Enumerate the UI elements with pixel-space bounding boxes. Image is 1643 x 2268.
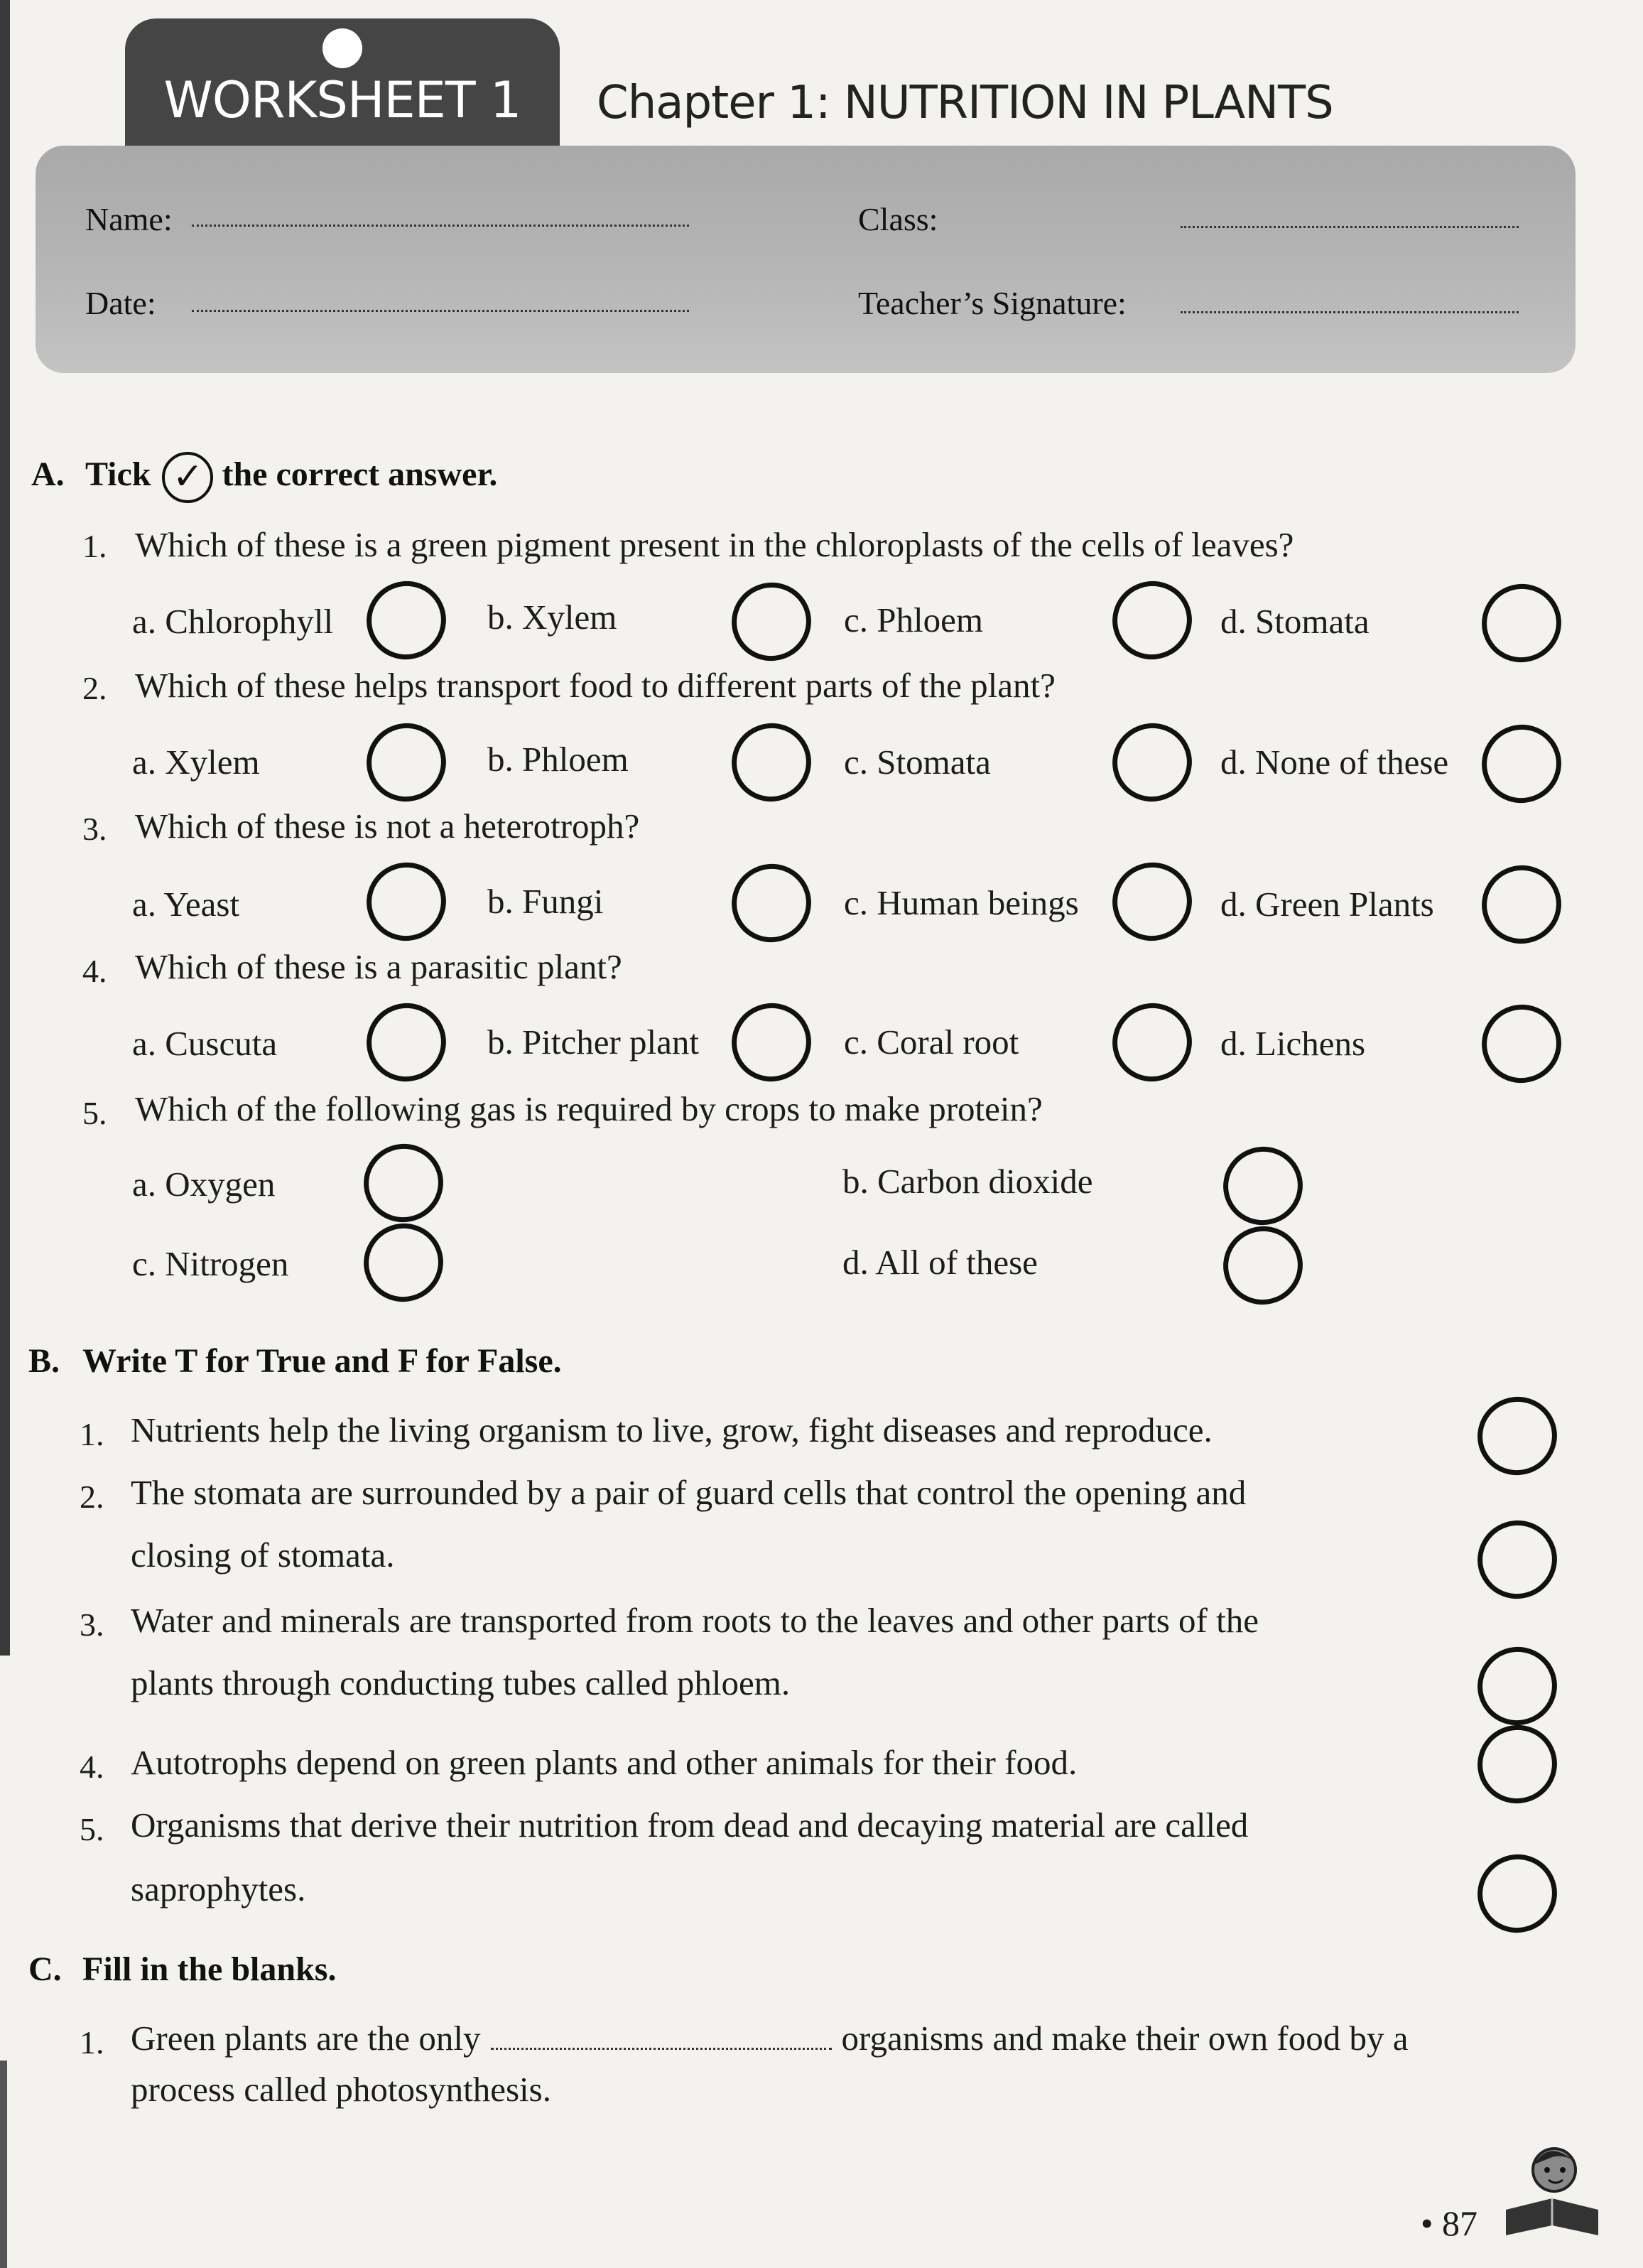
- true-false-circle[interactable]: [1468, 1510, 1568, 1609]
- section-c-heading: C. Fill in the blanks.: [28, 1950, 337, 1988]
- option-label: d. Lichens: [1220, 1024, 1366, 1063]
- option-label: b. Pitcher plant: [487, 1022, 700, 1062]
- statement-text: plants through conducting tubes called phloem.: [131, 1663, 791, 1702]
- option-label: b. Xylem: [487, 598, 617, 637]
- chapter-title: Chapter 1: NUTRITION IN PLANTS: [597, 77, 1333, 129]
- option-label: b. Fungi: [487, 882, 604, 921]
- blank-field[interactable]: [491, 2043, 832, 2050]
- tick-icon: ✓: [162, 452, 213, 503]
- option-label: a. Chlorophyll: [132, 602, 334, 641]
- question-text: Which of these is a parasitic plant?: [135, 947, 622, 986]
- option-label: c. Coral root: [844, 1022, 1019, 1062]
- option-label: d. Stomata: [1220, 602, 1370, 641]
- question-number: 3.: [82, 811, 107, 847]
- option-label: c. Phloem: [844, 600, 983, 639]
- teacher-signature-field[interactable]: [1181, 311, 1519, 313]
- question-text: Which of these is not a heterotroph?: [135, 806, 640, 846]
- answer-circle[interactable]: [357, 993, 457, 1091]
- class-field[interactable]: [1181, 226, 1519, 228]
- option-label: d. None of these: [1220, 742, 1449, 782]
- page-number: • 87: [1421, 2203, 1478, 2243]
- reading-boy-icon: [1499, 2139, 1605, 2238]
- date-label: Date:: [85, 285, 156, 321]
- true-false-circle[interactable]: [1468, 1636, 1568, 1735]
- answer-circle[interactable]: [357, 571, 457, 669]
- question-number: 1.: [82, 528, 107, 564]
- fill-blank-sentence-continued: process called photosynthesis.: [131, 2070, 551, 2109]
- statement-text: Organisms that derive their nutrition from dead and decaying material are called: [131, 1805, 1249, 1845]
- answer-circle[interactable]: [1472, 994, 1572, 1093]
- statement-text: Autotrophs depend on green plants and other animals for their food.: [131, 1743, 1078, 1782]
- binding-edge: [0, 0, 10, 1656]
- statement-text: Water and minerals are transported from roots to the leaves and other parts of the: [131, 1601, 1259, 1640]
- statement-text: The stomata are surrounded by a pair of guard cells that control the opening and: [131, 1473, 1247, 1512]
- answer-circle[interactable]: [722, 993, 822, 1091]
- student-info-box: [36, 146, 1576, 373]
- binding-edge-lower: [0, 2061, 7, 2268]
- statement-number: 4.: [80, 1749, 104, 1785]
- option-label: b. Phloem: [487, 740, 629, 779]
- question-number: 2.: [82, 670, 107, 706]
- answer-circle[interactable]: [722, 572, 822, 671]
- name-field[interactable]: [192, 225, 689, 227]
- answer-circle[interactable]: [1102, 852, 1203, 951]
- option-label: a. Oxygen: [132, 1165, 276, 1204]
- answer-circle[interactable]: [1102, 713, 1203, 811]
- option-label: c. Nitrogen: [132, 1244, 289, 1283]
- answer-circle[interactable]: [1102, 571, 1203, 669]
- statement-number: 2.: [80, 1479, 104, 1515]
- statement-text: saprophytes.: [131, 1869, 306, 1908]
- class-label: Class:: [858, 201, 938, 237]
- true-false-circle[interactable]: [1468, 1714, 1568, 1813]
- option-label: c. Human beings: [844, 883, 1079, 922]
- option-label: a. Cuscuta: [132, 1024, 278, 1063]
- punch-hole: [322, 28, 362, 68]
- section-b-heading: B. Write T for True and F for False.: [28, 1342, 562, 1380]
- statement-text: Nutrients help the living organism to live, grow, fight diseases and reproduce.: [131, 1410, 1213, 1449]
- answer-circle[interactable]: [1102, 993, 1203, 1091]
- option-label: b. Carbon dioxide: [842, 1162, 1093, 1201]
- true-false-circle[interactable]: [1468, 1386, 1568, 1485]
- name-label: Name:: [85, 201, 173, 237]
- blank-number: 1.: [80, 2024, 104, 2061]
- true-false-circle[interactable]: [1468, 1844, 1568, 1943]
- answer-circle[interactable]: [722, 713, 822, 811]
- answer-circle[interactable]: [354, 1133, 454, 1232]
- question-number: 5.: [82, 1095, 107, 1131]
- worksheet-label: WORKSHEET 1: [163, 71, 521, 129]
- option-label: a. Yeast: [132, 885, 240, 924]
- statement-text: closing of stomata.: [131, 1535, 395, 1575]
- answer-circle[interactable]: [357, 852, 457, 951]
- fill-blank-sentence: Green plants are the only organisms and make their own food by a: [131, 2019, 1409, 2058]
- teacher-signature-label: Teacher’s Signature:: [858, 285, 1127, 321]
- answer-circle[interactable]: [1213, 1216, 1313, 1314]
- answer-circle[interactable]: [1213, 1136, 1313, 1235]
- statement-number: 1.: [80, 1416, 104, 1452]
- option-label: d. Green Plants: [1220, 885, 1434, 924]
- option-label: c. Stomata: [844, 742, 991, 782]
- section-a-heading: A. Tick ✓ the correct answer.: [31, 452, 497, 503]
- answer-circle[interactable]: [354, 1213, 454, 1312]
- question-text: Which of these helps transport food to different parts of the plant?: [135, 666, 1056, 705]
- answer-circle[interactable]: [1472, 714, 1572, 813]
- question-text: Which of these is a green pigment present in the chloroplasts of the cells of leaves?: [135, 525, 1294, 564]
- answer-circle[interactable]: [1472, 573, 1572, 672]
- statement-number: 5.: [80, 1811, 104, 1847]
- date-field[interactable]: [192, 310, 689, 312]
- option-label: a. Xylem: [132, 742, 260, 782]
- option-label: d. All of these: [842, 1243, 1038, 1282]
- statement-number: 3.: [80, 1606, 104, 1643]
- answer-circle[interactable]: [1472, 855, 1572, 954]
- answer-circle[interactable]: [357, 713, 457, 811]
- question-text: Which of the following gas is required by crops to make protein?: [135, 1089, 1043, 1128]
- answer-circle[interactable]: [722, 853, 822, 952]
- question-number: 4.: [82, 953, 107, 989]
